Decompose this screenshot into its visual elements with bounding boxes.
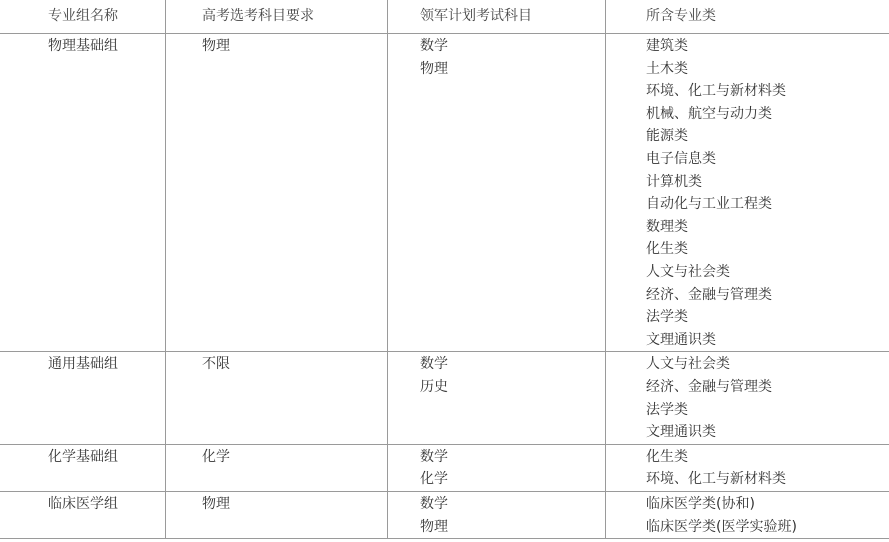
subject-requirement-cell xyxy=(166,492,388,539)
column-divider xyxy=(605,445,606,492)
major-category: 环境、化工与新材料类 xyxy=(646,471,786,488)
column-divider xyxy=(605,0,606,34)
group-name: 物理基础组 xyxy=(48,38,118,54)
major-categories-cell xyxy=(606,445,889,492)
major-category: 经济、金融与管理类 xyxy=(646,378,772,395)
exam-subject: 数学 xyxy=(420,448,448,465)
major-category: 人文与社会类 xyxy=(646,263,730,280)
major-category: 化生类 xyxy=(646,241,688,258)
major-categories-cell xyxy=(606,352,889,444)
group-name-cell xyxy=(0,352,166,444)
major-category: 临床医学类(协和) xyxy=(646,495,755,512)
subject-requirement: 化学 xyxy=(202,448,230,465)
table-row xyxy=(0,492,889,539)
column-divider xyxy=(165,445,166,492)
major-category: 自动化与工业工程类 xyxy=(646,196,772,213)
major-category: 经济、金融与管理类 xyxy=(646,286,772,303)
major-categories-cell xyxy=(606,34,889,352)
major-category: 土木类 xyxy=(646,60,688,77)
exam-subjects-cell xyxy=(388,352,606,444)
major-category: 计算机类 xyxy=(646,173,702,190)
major-category: 人文与社会类 xyxy=(646,356,730,373)
table-row xyxy=(0,352,889,444)
column-divider xyxy=(387,492,388,539)
column-divider xyxy=(605,34,606,352)
header-subject-requirement: 高考选考科目要求 xyxy=(202,8,314,24)
major-category: 临床医学类(医学实验班) xyxy=(646,518,797,535)
exam-subject: 物理 xyxy=(420,518,448,535)
column-divider xyxy=(165,492,166,539)
major-category: 电子信息类 xyxy=(646,150,716,167)
subject-requirement: 不限 xyxy=(202,356,230,373)
exam-subject: 数学 xyxy=(420,356,448,373)
column-divider xyxy=(387,352,388,444)
column-divider xyxy=(165,352,166,444)
subject-requirement: 物理 xyxy=(202,38,230,54)
major-category: 数理类 xyxy=(646,218,688,235)
subject-requirement-cell xyxy=(166,352,388,444)
column-divider xyxy=(165,0,166,34)
major-category: 建筑类 xyxy=(646,38,688,54)
subject-requirement: 物理 xyxy=(202,495,230,512)
header-major-categories: 所含专业类 xyxy=(646,8,716,24)
exam-subject: 数学 xyxy=(420,38,448,54)
row-divider xyxy=(0,538,889,539)
group-name: 临床医学组 xyxy=(48,495,118,512)
column-divider xyxy=(605,352,606,444)
header-group-name: 专业组名称 xyxy=(48,8,118,24)
major-category: 法学类 xyxy=(646,309,688,326)
major-categories-cell xyxy=(606,492,889,539)
subject-requirement-cell xyxy=(166,34,388,352)
column-divider xyxy=(605,492,606,539)
header-exam-subjects: 领军计划考试科目 xyxy=(420,8,532,24)
exam-subject: 数学 xyxy=(420,495,448,512)
exam-subjects-cell xyxy=(388,34,606,352)
major-category: 文理通识类 xyxy=(646,331,716,348)
major-category: 文理通识类 xyxy=(646,424,716,441)
table-header xyxy=(0,0,889,34)
column-divider xyxy=(165,34,166,352)
major-category: 法学类 xyxy=(646,401,688,418)
major-category: 能源类 xyxy=(646,128,688,145)
group-name: 化学基础组 xyxy=(48,448,118,465)
major-category: 机械、航空与动力类 xyxy=(646,105,772,122)
group-name-cell xyxy=(0,445,166,492)
table-row xyxy=(0,445,889,492)
major-category: 环境、化工与新材料类 xyxy=(646,83,786,100)
table-row xyxy=(0,34,889,352)
major-category: 化生类 xyxy=(646,448,688,465)
subject-requirement-cell xyxy=(166,445,388,492)
group-name-cell xyxy=(0,492,166,539)
column-divider xyxy=(387,34,388,352)
exam-subjects-cell xyxy=(388,445,606,492)
exam-subject: 化学 xyxy=(420,471,448,488)
exam-subject: 物理 xyxy=(420,60,448,77)
group-name-cell xyxy=(0,34,166,352)
column-divider xyxy=(387,445,388,492)
exam-subject: 历史 xyxy=(420,378,448,395)
exam-subjects-cell xyxy=(388,492,606,539)
group-name: 通用基础组 xyxy=(48,356,118,373)
column-divider xyxy=(387,0,388,34)
